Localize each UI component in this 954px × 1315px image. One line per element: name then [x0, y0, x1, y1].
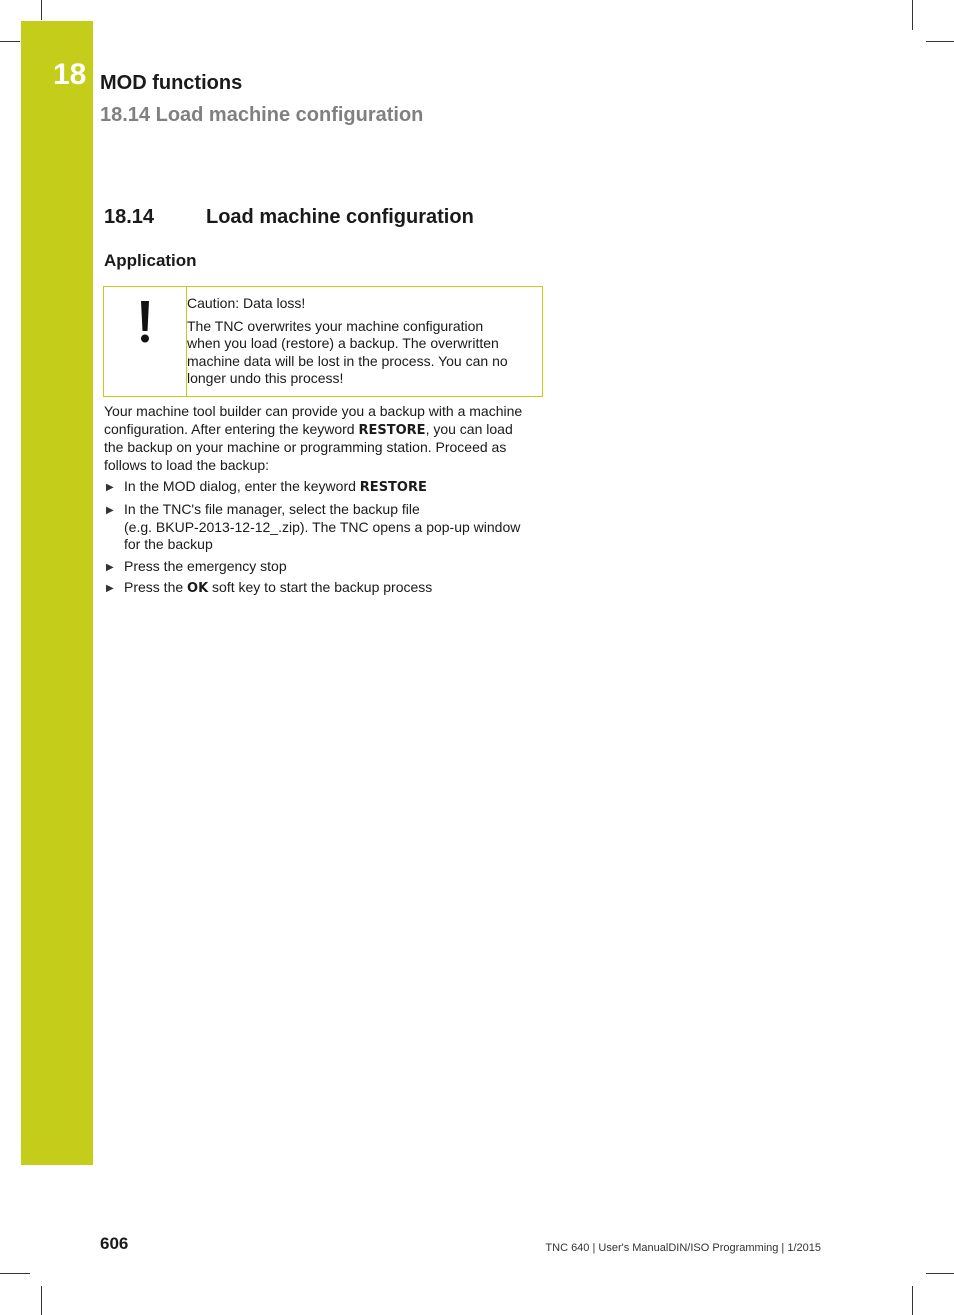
keyword: RESTORE: [358, 422, 426, 438]
warning-line: The TNC overwrites your machine configuration: [187, 317, 484, 334]
warning-line: longer undo this process!: [187, 370, 344, 386]
chapter-number: 18: [53, 58, 87, 91]
crop-mark: [0, 41, 20, 42]
page-number: 606: [100, 1234, 129, 1253]
crop-mark: [41, 0, 42, 20]
triangle-right-icon: ▶: [106, 482, 114, 494]
chapter-sidebar: [21, 21, 93, 1165]
warning-line: machine data will be lost in the process. You can no: [187, 352, 508, 369]
triangle-right-icon: ▶: [106, 561, 114, 573]
warning-line: when you load (restore) a backup. The overwritten: [187, 335, 499, 351]
section-heading: [104, 206, 474, 229]
warning-text: [187, 295, 508, 388]
crop-mark: [912, 0, 913, 30]
keyword: RESTORE: [359, 480, 427, 496]
intro-line: configuration. After entering the keyword RESTORE, you can load: [104, 420, 513, 438]
crop-mark: [926, 41, 954, 42]
intro-line: follows to load the backup:: [104, 456, 269, 473]
warning-box: [103, 286, 543, 397]
intro-line: Your machine tool builder can provide you a backup with a machine: [104, 403, 523, 419]
section-title: Load machine configuration: [206, 206, 474, 228]
step-item: ▶ In the TNC's file manager, select the backup file (e.g. BKUP-2013-12-12_.zip). The TNC opens a pop-up window for the backup: [106, 500, 521, 553]
crop-mark: [926, 1273, 954, 1274]
triangle-right-icon: ▶: [106, 583, 114, 595]
crop-mark: [41, 1286, 42, 1315]
intro-line: the backup on your machine or programming station. Proceed as: [104, 439, 507, 456]
step-item: ▶ In the MOD dialog, enter the keyword RESTORE: [106, 478, 427, 496]
triangle-right-icon: ▶: [106, 504, 114, 516]
step-item: ▶ Press the emergency stop: [104, 558, 544, 576]
section-ref: 18.14 Load machine configuration: [100, 104, 424, 126]
keyword: OK: [187, 581, 209, 597]
chapter-title: MOD functions: [100, 72, 243, 94]
step-item: ▶ Press the OK soft key to start the backup process: [106, 579, 433, 597]
crop-mark: [912, 1286, 913, 1315]
crop-mark: [0, 1273, 30, 1274]
body-text: [104, 403, 544, 602]
section-number: 18.14: [104, 206, 155, 228]
exclamation-icon: [140, 301, 150, 343]
footer-note: TNC 640 | User's ManualDIN/ISO Programming | 1/2015: [545, 1242, 821, 1254]
step-list: [104, 478, 544, 598]
warning-title: Caution: Data loss!: [187, 295, 306, 311]
subheading: Application: [104, 251, 197, 270]
